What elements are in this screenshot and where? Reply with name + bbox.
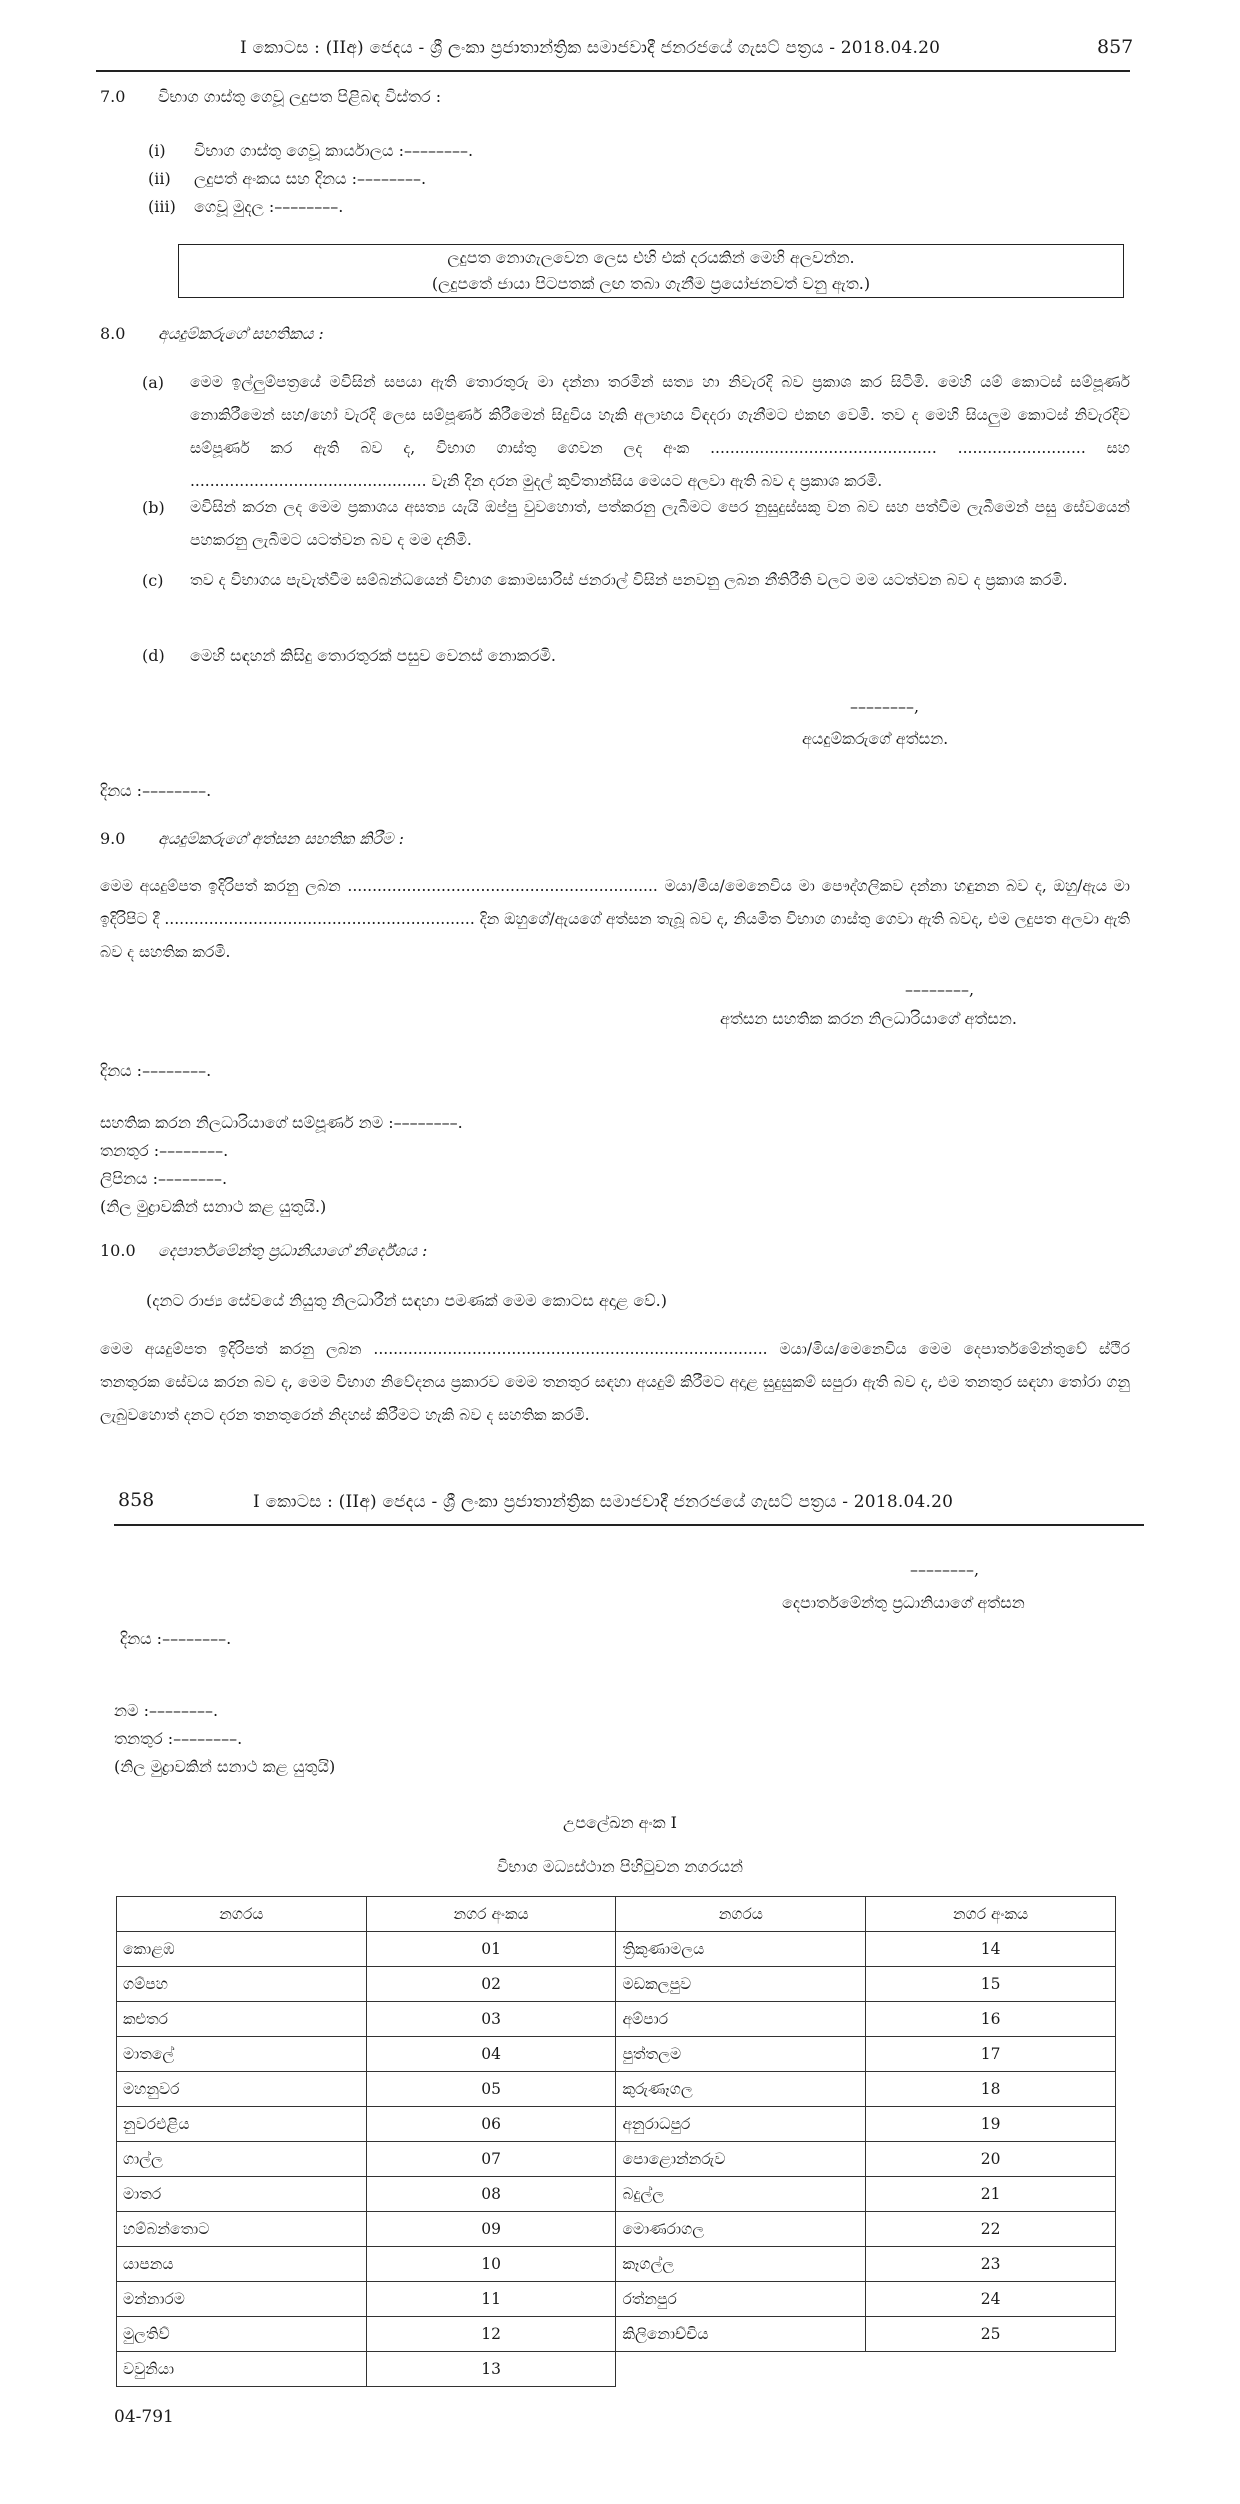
dept-head-post-field: තනතුර :––––––––.	[114, 1729, 243, 1748]
section-8-item-label: (b)	[142, 498, 165, 517]
table-row	[117, 2037, 1116, 2072]
certifier-signature-label: අත්සන සහතික කරන නිලධාරියාගේ අත්සන.	[720, 1009, 1017, 1028]
column-header: නගරය	[117, 1897, 367, 1932]
header-rule	[96, 70, 1130, 72]
section-8-number: 8.0	[100, 324, 126, 343]
gazette-header: I කොටස : (IIඅ) ජෙදය - ශ්‍රී ලංකා ප්‍රජාතාන්ත්‍රික සමාජවාදී ජනරජයේ ගැසට් පත්‍රය - 2018.04.20	[240, 38, 941, 58]
city-name-cell: පුත්තලම	[616, 2037, 866, 2072]
city-number-cell: 11	[366, 2282, 616, 2317]
city-number-cell: 03	[366, 2002, 616, 2037]
table-header-row	[117, 1897, 1116, 1932]
header-rule	[114, 1524, 1144, 1526]
city-number-cell: 09	[366, 2212, 616, 2247]
city-name-cell: රත්නපුර	[616, 2282, 866, 2317]
section-8-item-text: තව ද විභාගය පැවැත්වීම සම්බන්ධයෙන් විභාග කොමසාරිස් ජනරාල් විසින් පනවනු ලබන නීතිරීති වලට මම යටත්වන බව ද ප්‍රකාශ කරමි.	[190, 571, 1068, 589]
annex-subtitle: විභාග මධ්‍යස්ථාන පිහිටුවන නගරයන්	[497, 1857, 743, 1876]
city-name-cell: ගාල්ල	[117, 2142, 367, 2177]
city-number-cell: 12	[366, 2317, 616, 2352]
city-number-cell: 04	[366, 2037, 616, 2072]
section-7-item-label: (iii)	[148, 197, 176, 216]
section-8-item-text: මෙහි සඳහන් කිසිදු තොරතුරක් පසුව වෙනස් නොකරමි.	[190, 646, 556, 665]
table-row	[117, 2142, 1116, 2177]
column-header: නගර අංකය	[366, 1897, 616, 1932]
section-8-item-text: මෙම ඉල්ලුම්පත්‍රයේ මවිසින් සපයා ඇති තොරතුරු මා දන්නා තරමින් සත්‍ය හා නිවැරදි බව ප්‍රකාශ කර සිටිමි. මෙහි යම් කොටස් සම්පූර්ණ නොකිරීමෙන් සහ/හෝ වැරදි ලෙස සම්පූර්ණ කිරීමෙන් සිදුවිය හැකි අලාභය විඳදරා ගැනීමට එකඟ වෙමි. තව ද මෙහි සියලුම කොටස් නිවැරදිව සම්පූර්ණ කර ඇති බව ද, විභාග ගාස්තු ගෙවන ලද අංක .............................................. .......................... සහ ................................................ වැනි දින දරන මුදල් කුවිතාන්සිය මෙයට අලවා ඇති බව ද ප්‍රකාශ කරමි.	[190, 373, 1130, 490]
applicant-signature-line: ––––––––,	[850, 697, 920, 716]
section-7-title: විභාග ගාස්තු ගෙවූ ලදුපත පිළිබඳ විස්තර :	[158, 87, 442, 106]
city-number-cell: 02	[366, 1967, 616, 2002]
city-name-cell: ගම්පහ	[117, 1967, 367, 2002]
section-7-number: 7.0	[100, 87, 126, 106]
city-name-cell: වවුනියා	[117, 2352, 367, 2387]
certifier-address-field: ලිපිනය :––––––––.	[100, 1169, 228, 1188]
certifier-name-field: සහතික කරන නිලධාරියාගේ සම්පූර්ණ නම :––––––––.	[100, 1113, 463, 1132]
city-number-cell: 18	[866, 2072, 1116, 2107]
city-number-cell: 20	[866, 2142, 1116, 2177]
section-10-paragraph: මෙම අයදුම්පත ඉදිරිපත් කරනු ලබන ................................................................................ මයා/මිය/මෙනෙවිය මෙම දෙපාර්තමේන්තුවේ ස්ථිර තනතුරක සේවය කරන බව ද, මෙම විභාග නිවේදනය ප්‍රකාරව මෙම තනතුර සඳහා අයදුම් කිරීමට අදාළ සුදුසුකම් සපුරා ඇති බව ද, එම තනතුර සඳහා තෝරා ගනු ලැබුවහොත් දනට දරන තනතුරෙන් නිදහස් කිරීමට හැකි බව ද සහතික කරමි.	[100, 1340, 1130, 1424]
table-row	[117, 2177, 1116, 2212]
dept-head-name-field: නම :––––––––.	[114, 1701, 219, 1720]
city-name-cell: කිලිනොච්චිය	[616, 2317, 866, 2352]
city-number-cell: 17	[866, 2037, 1116, 2072]
city-name-cell: පොළොන්නරුව	[616, 2142, 866, 2177]
gazette-header: I කොටස : (IIඅ) ජෙදය - ශ්‍රී ලංකා ප්‍රජාතාන්ත්‍රික සමාජවාදී ජනරජයේ ගැසට් පත්‍රය - 2018.04.20	[253, 1492, 954, 1512]
dept-head-signature-label: දෙපාර්තමේන්තු ප්‍රධානියාගේ අත්සන	[782, 1593, 1025, 1612]
page-number: 857	[1097, 36, 1134, 58]
exam-centres-table	[116, 1896, 1116, 2387]
section-8-item-label: (a)	[142, 373, 165, 392]
city-number-cell: 05	[366, 2072, 616, 2107]
section-7-item-text: ලදුපත් අංකය සහ දිනය :––––––––.	[194, 169, 427, 188]
table-row	[117, 2072, 1116, 2107]
section-8-date: දිනය :––––––––.	[100, 781, 212, 800]
city-number-cell: 08	[366, 2177, 616, 2212]
city-name-cell: අනුරාධපුර	[616, 2107, 866, 2142]
city-name-cell: නුවරඑළිය	[117, 2107, 367, 2142]
section-9-paragraph: මෙම අයදුම්පත ඉදිරිපත් කරනු ලබන ............................................................... මයා/මිය/මෙනෙවිය මා පෞද්ගලිකව දන්නා හඳුනන බව ද, ඔහු/ඇය මා ඉදිරිපිට දී ............................................................... දින ඔහුගේ/ඇයගේ අත්සන තැබූ බව ද, නියමිත විභාග ගාස්තු ගෙවා ඇති බවද, එම ලදුපත අලවා ඇති බව ද සහතික කරමි.	[100, 877, 1130, 961]
section-7-item-text: ගෙවූ මුදල :––––––––.	[194, 197, 344, 216]
empty-cell	[616, 2352, 866, 2387]
applicant-signature-label: අයදුම්කරුගේ අත්සන.	[802, 729, 949, 748]
section-10-number: 10.0	[100, 1241, 136, 1260]
dept-head-date: දිනය :––––––––.	[120, 1629, 232, 1648]
city-name-cell: ත්‍රිකුණාමලය	[616, 1932, 866, 1967]
table-row	[117, 2247, 1116, 2282]
table-row	[117, 2107, 1116, 2142]
city-number-cell: 23	[866, 2247, 1116, 2282]
city-name-cell: යාපනය	[117, 2247, 367, 2282]
empty-cell	[866, 2352, 1116, 2387]
table-row	[117, 2212, 1116, 2247]
table-row	[117, 2352, 1116, 2387]
annex-title: උපලේඛන අංක I	[563, 1813, 677, 1832]
section-7-item-label: (i)	[148, 141, 166, 160]
city-number-cell: 01	[366, 1932, 616, 1967]
certifier-seal-note: (නිල මුද්‍රාවකින් සනාථ කළ යුතුයි.)	[100, 1197, 327, 1216]
section-9-number: 9.0	[100, 829, 126, 848]
dept-head-signature-line: ––––––––,	[910, 1560, 980, 1579]
table-row	[117, 2282, 1116, 2317]
receipt-box	[178, 244, 1124, 298]
section-8-item-label: (d)	[142, 646, 165, 665]
city-number-cell: 21	[866, 2177, 1116, 2212]
city-name-cell: කෑගල්ල	[616, 2247, 866, 2282]
page-number: 858	[118, 1489, 155, 1511]
city-number-cell: 13	[366, 2352, 616, 2387]
section-10-title: දෙපාර්තමේන්තු ප්‍රධානියාගේ නිර්දේශය :	[158, 1241, 428, 1260]
section-8-item-label: (c)	[142, 571, 164, 590]
dept-head-seal-note: (නිල මුද්‍රාවකින් සනාථ කළ යුතුයි)	[114, 1757, 336, 1776]
section-9-title: අයදුම්කරුගේ අත්සන සහතික කිරීම :	[158, 829, 404, 848]
city-name-cell: මන්නාරම	[117, 2282, 367, 2317]
column-header: නගර අංකය	[866, 1897, 1116, 1932]
section-9-date: දිනය :––––––––.	[100, 1061, 212, 1080]
city-number-cell: 06	[366, 2107, 616, 2142]
section-8-item-text: මවිසින් කරන ලද මෙම ප්‍රකාශය අසත්‍ය යැයි ඔප්පු වුවහොත්, පත්කරනු ලැබීමට පෙර නුසුදුස්සකු වන බව සහ පත්වීම ලැබීමෙන් පසු සේවයෙන් පහකරනු ලැබීමට යටත්වන බව ද මම දනිමි.	[190, 498, 1130, 549]
city-number-cell: 15	[866, 1967, 1116, 2002]
city-name-cell: මාතර	[117, 2177, 367, 2212]
footer-code: 04-791	[114, 2407, 174, 2427]
receipt-box-line-2: (ලදුපතේ ජායා පිටපතක් ලඟ තබා ගැනීම ප්‍රයෝජනවත් වනු ඇත.)	[431, 274, 871, 293]
certifier-signature-line: ––––––––,	[905, 980, 975, 999]
city-name-cell: කොළඹ	[117, 1932, 367, 1967]
city-number-cell: 07	[366, 2142, 616, 2177]
city-name-cell: අම්පාර	[616, 2002, 866, 2037]
city-name-cell: බදුල්ල	[616, 2177, 866, 2212]
city-name-cell: මහනුවර	[117, 2072, 367, 2107]
city-name-cell: හම්බන්තොට	[117, 2212, 367, 2247]
table-row	[117, 2002, 1116, 2037]
table-row	[117, 1967, 1116, 2002]
city-name-cell: මාතලේ	[117, 2037, 367, 2072]
city-name-cell: කළුතර	[117, 2002, 367, 2037]
certifier-post-field: තනතුර :––––––––.	[100, 1141, 229, 1160]
city-number-cell: 16	[866, 2002, 1116, 2037]
column-header: නගරය	[616, 1897, 866, 1932]
city-name-cell: මොණරාගල	[616, 2212, 866, 2247]
city-name-cell: මුලතිව්	[117, 2317, 367, 2352]
city-name-cell: කුරුණෑගල	[616, 2072, 866, 2107]
city-number-cell: 19	[866, 2107, 1116, 2142]
table-row	[117, 1932, 1116, 1967]
city-number-cell: 24	[866, 2282, 1116, 2317]
section-7-item-text: විභාග ගාස්තු ගෙවූ කාර්යාලය :––––––––.	[194, 141, 474, 160]
section-7-item-label: (ii)	[148, 169, 171, 188]
city-number-cell: 10	[366, 2247, 616, 2282]
city-number-cell: 22	[866, 2212, 1116, 2247]
city-number-cell: 14	[866, 1932, 1116, 1967]
receipt-box-line-1: ලදුපත නොගැලවෙන ලෙස එහි එක් දරයකින් මෙහි අලවන්න.	[447, 248, 855, 267]
city-name-cell: මඩකලපුව	[616, 1967, 866, 2002]
section-8-title: අයදුම්කරුගේ සහතිකය :	[158, 324, 324, 343]
city-number-cell: 25	[866, 2317, 1116, 2352]
section-10-note: (දනට රාජ්‍ය සේවයේ නියුතු නිලධාරීන් සඳහා පමණක් මෙම කොටස අදාළ වේ.)	[146, 1291, 667, 1310]
table-row	[117, 2317, 1116, 2352]
